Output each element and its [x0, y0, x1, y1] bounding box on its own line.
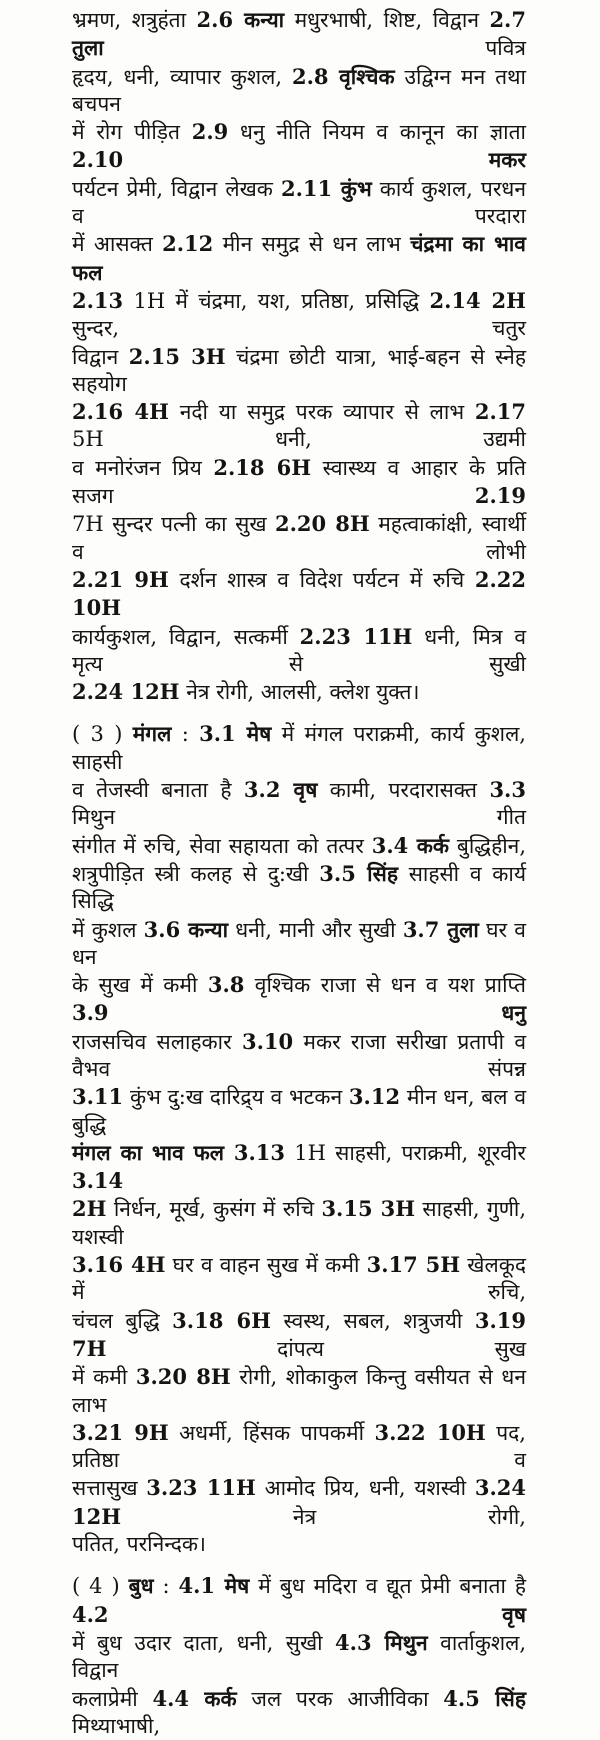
- bold-text-segment: 3.19 7H: [72, 1307, 527, 1361]
- text-segment: दर्शन शास्त्र व विदेश पर्यटन में रुचि: [168, 567, 475, 592]
- bold-text-segment: 2.10 मकर: [72, 147, 526, 173]
- paragraph-chandrama-bhav-phal-continuation: [72, 6, 526, 706]
- text-line: [72, 1028, 526, 1084]
- bold-text-segment: 3.20 8H: [135, 1364, 231, 1390]
- bold-text-segment: 2.6 कन्या: [196, 7, 285, 32]
- bold-text-segment: 3.21 9H: [72, 1419, 169, 1445]
- text-line: [72, 1685, 526, 1740]
- text-line: [72, 776, 526, 832]
- text-segment: निर्धन, मूर्ख, कुसंग में रुचि: [106, 1197, 322, 1222]
- text-segment: खेलकूद में रुचि,: [72, 1253, 526, 1305]
- bold-text-segment: 3.11: [72, 1084, 124, 1110]
- text-segment: स्वस्थ, सबल, शत्रुजयी: [270, 1308, 475, 1333]
- bold-text-segment: 4.4 कर्क: [152, 1685, 237, 1711]
- bold-text-segment: 3.9 धनु: [72, 1000, 526, 1026]
- text-segment: :: [153, 1574, 179, 1599]
- text-segment: में आसक्त: [72, 232, 163, 257]
- text-segment: अधर्मी, हिंसक पापकर्मी: [168, 1420, 375, 1445]
- text-segment: मकर राजा सरीखा प्रतापी व वैभव संपन्न: [72, 1029, 526, 1081]
- text-segment: आमोद प्रिय, धनी, यशस्वी: [255, 1476, 475, 1501]
- text-line: [72, 63, 526, 119]
- text-segment: नदी या समुद्र परक व्यापार से लाभ: [169, 400, 475, 425]
- text-line: [72, 1363, 526, 1419]
- text-line: [72, 720, 526, 776]
- bold-text-segment: 3.6 कन्या: [143, 916, 229, 942]
- text-segment: में बुध उदार दाता, धनी, सुखी: [72, 1630, 336, 1655]
- text-line: [72, 398, 526, 454]
- text-segment: 7H सुन्दर पत्नी का सुख: [72, 512, 275, 537]
- bold-text-segment: 2.24 12H: [72, 679, 180, 705]
- text-segment: कार्यकुशल, विद्वान, सत्कर्मी: [72, 624, 300, 649]
- text-line: [72, 230, 526, 287]
- text-line: [72, 1139, 526, 1196]
- text-line: [72, 1531, 526, 1558]
- paragraph-mangal-section: [72, 720, 526, 1558]
- text-segment: संगीत में रुचि, सेवा सहायता को तत्पर: [72, 833, 372, 858]
- bold-text-segment: मंगल का भाव फल 3.13: [72, 1139, 286, 1165]
- text-segment: मीन धन, बल व बुद्धि: [72, 1085, 526, 1137]
- text-line: [72, 832, 526, 860]
- text-segment: स्वास्थ्य व आहार के प्रति सजग: [72, 455, 526, 509]
- text-segment: पवित्र: [103, 36, 526, 61]
- text-segment: साहसी, गुणी, यशस्वी: [72, 1197, 526, 1249]
- page-text: [72, 6, 526, 1740]
- text-line: [72, 1572, 526, 1629]
- text-segment: कलाप्रेमी: [72, 1686, 153, 1711]
- bold-text-segment: बुध: [128, 1573, 154, 1599]
- text-line: [72, 1419, 526, 1475]
- text-segment: चंचल बुद्धि: [72, 1308, 173, 1333]
- bold-text-segment: 2.20 8H: [275, 511, 370, 537]
- bold-text-segment: 2.9: [191, 119, 229, 145]
- text-segment: कामी, परदारासक्त: [317, 778, 490, 803]
- text-line: [72, 175, 526, 231]
- bold-text-segment: 3.22 10H: [374, 1419, 486, 1445]
- text-segment: व तेजस्वी बनाता है: [72, 778, 244, 803]
- text-line: [72, 971, 526, 1028]
- text-line: [72, 287, 526, 343]
- text-segment: नेत्र रोगी,: [121, 1504, 526, 1529]
- text-segment: धनी, मानी और सुखी: [228, 917, 403, 942]
- text-line: [72, 678, 526, 706]
- bold-text-segment: 3.18 6H: [172, 1307, 271, 1333]
- text-segment: पद, प्रतिष्ठा व: [72, 1420, 526, 1473]
- text-segment: वार्ताकुशल, विद्वान: [72, 1630, 527, 1683]
- bold-text-segment: मंगल: [132, 721, 172, 747]
- bold-text-segment: 4.1 मेष: [178, 1573, 250, 1599]
- text-line: [72, 6, 526, 63]
- text-segment: सुन्दर, चतुर: [72, 316, 526, 341]
- bold-text-segment: 3.15 3H: [321, 1196, 416, 1222]
- text-segment: बुद्धिहीन,: [449, 833, 526, 858]
- text-segment: राजसचिव सलाहकार: [72, 1029, 242, 1054]
- bold-text-segment: 2.15 3H: [128, 343, 226, 369]
- bold-text-segment: 2.14 2H: [429, 287, 526, 313]
- text-segment: में कमी: [72, 1365, 136, 1390]
- text-line: [72, 1251, 526, 1307]
- text-line: [72, 1195, 526, 1251]
- text-line: [72, 623, 526, 679]
- text-segment: धनी, मित्र व मृत्य से सुखी: [72, 624, 526, 676]
- text-segment: मिथुन गीत: [72, 805, 526, 830]
- bold-text-segment: 2H: [72, 1196, 107, 1222]
- text-line: [72, 1474, 526, 1531]
- bold-text-segment: 2.7 तुला: [72, 7, 526, 61]
- text-segment: में मंगल पराक्रमी, कार्य कुशल, साहसी: [72, 722, 526, 774]
- text-segment: में बुध मदिरा व द्यूत प्रेमी बनाता है: [249, 1574, 526, 1599]
- text-segment: के सुख में कमी: [72, 973, 208, 998]
- text-line: [72, 860, 526, 916]
- text-line: [72, 343, 526, 399]
- bold-text-segment: 3.2 वृष: [243, 777, 318, 803]
- text-segment: दांपत्य सुख: [106, 1336, 526, 1361]
- text-segment: 5H धनी, उद्यमी: [72, 427, 526, 452]
- text-segment: मधुरभाषी, शिष्ट, विद्वान: [284, 8, 490, 32]
- text-line: [72, 454, 526, 511]
- bold-text-segment: 4.3 मिथुन: [335, 1629, 428, 1655]
- bold-text-segment: 3.17 5H: [366, 1252, 461, 1278]
- text-line: [72, 566, 526, 623]
- text-line: [72, 118, 526, 175]
- text-segment: मिथ्याभाषी,: [72, 1713, 161, 1738]
- text-segment: पर्यटन प्रेमी, विद्वान लेखक: [72, 176, 281, 201]
- bold-text-segment: 3.8: [207, 972, 245, 998]
- text-segment: 1H में चंद्रमा, यश, प्रतिष्ठा, प्रसिद्धि: [123, 288, 430, 313]
- bold-text-segment: 2.8 वृश्चिक: [292, 63, 395, 89]
- text-segment: ( 4 ): [72, 1574, 129, 1599]
- text-segment: नेत्र रोगी, आलसी, क्लेश युक्त।: [179, 680, 420, 705]
- text-segment: रोगी, शोकाकुल किन्तु वसीयत से धन लाभ: [72, 1365, 526, 1417]
- bold-text-segment: 4.2 वृष: [72, 1601, 526, 1627]
- text-segment: पतित, परनिन्दक।: [72, 1532, 206, 1557]
- text-segment: कुंभ दु:ख दारिद्र्य व भटकन: [123, 1085, 349, 1110]
- text-segment: विद्वान: [72, 344, 129, 369]
- paragraph-budh-section: [72, 1572, 526, 1740]
- text-line: [72, 916, 526, 972]
- text-segment: साहसी व कार्य सिद्धि: [72, 861, 526, 914]
- text-segment: :: [171, 722, 200, 747]
- text-segment: उद्विग्न मन तथा बचपन: [72, 64, 526, 116]
- bold-text-segment: 3.1 मेष: [199, 721, 272, 747]
- bold-text-segment: 2.21 9H: [72, 566, 169, 592]
- bold-text-segment: 2.23 11H: [299, 623, 413, 649]
- bold-text-segment: 3.7 तुला: [402, 916, 479, 942]
- text-segment: 1H साहसी, पराक्रमी, शूरवीर: [285, 1140, 526, 1165]
- bold-text-segment: 3.3: [489, 777, 526, 803]
- text-line: [72, 1083, 526, 1139]
- text-segment: घर व वाहन सुख में कमी: [165, 1253, 367, 1278]
- text-segment: महत्वाकांक्षी, स्वार्थी व लोभी: [72, 512, 526, 564]
- text-segment: शत्रुपीड़ित स्त्री कलह से दु:खी: [72, 861, 320, 886]
- text-segment: हृदय, धनी, व्यापार कुशल,: [72, 64, 292, 89]
- bold-text-segment: 2.16 4H: [72, 399, 169, 425]
- bold-text-segment: चंद्रमा का भाव फल: [72, 231, 526, 285]
- text-segment: धनु नीति नियम व कानून का ज्ञाता: [228, 120, 526, 145]
- bold-text-segment: 3.24 12H: [72, 1475, 526, 1529]
- bold-text-segment: 2.17: [474, 399, 526, 425]
- text-segment: जल परक आजीविका: [236, 1686, 444, 1711]
- bold-text-segment: 3.23 11H: [146, 1475, 256, 1501]
- bold-text-segment: 3.10: [241, 1028, 294, 1054]
- bold-text-segment: 2.13: [72, 287, 124, 313]
- text-segment: ( 3 ): [72, 722, 133, 747]
- text-segment: घर व धन: [72, 917, 526, 969]
- bold-text-segment: 2.11 कुंभ: [280, 175, 372, 201]
- text-line: [72, 510, 526, 566]
- text-segment: में कुशल: [72, 917, 144, 942]
- bold-text-segment: 3.14: [72, 1168, 124, 1194]
- bold-text-segment: 4.5 सिंह: [443, 1685, 526, 1711]
- bold-text-segment: 3.5 सिंह: [319, 860, 398, 886]
- text-segment: मीन समुद्र से धन लाभ: [213, 232, 411, 257]
- text-segment: भ्रमण, शत्रुहंता: [72, 8, 197, 32]
- text-segment: वृश्चिक राजा से धन व यश प्राप्ति: [244, 973, 526, 998]
- bold-text-segment: 3.12: [348, 1084, 401, 1110]
- text-line: [72, 1307, 526, 1364]
- text-segment: व मनोरंजन प्रिय: [72, 455, 214, 480]
- bold-text-segment: 2.12: [162, 231, 214, 257]
- bold-text-segment: 2.18 6H: [213, 454, 312, 480]
- bold-text-segment: 2.19: [474, 483, 526, 509]
- text-segment: कार्य कुशल, परधन व परदारा: [72, 176, 526, 229]
- text-segment: में रोग पीड़ित: [72, 120, 192, 145]
- bold-text-segment: 3.16 4H: [72, 1252, 166, 1278]
- bold-text-segment: 2.22 10H: [72, 566, 526, 621]
- bold-text-segment: 3.4 कर्क: [371, 832, 450, 858]
- text-segment: सत्तासुख: [72, 1476, 147, 1501]
- text-line: [72, 1629, 526, 1685]
- text-segment: चंद्रमा छोटी यात्रा, भाई-बहन से स्नेह सहयोग: [72, 344, 526, 396]
